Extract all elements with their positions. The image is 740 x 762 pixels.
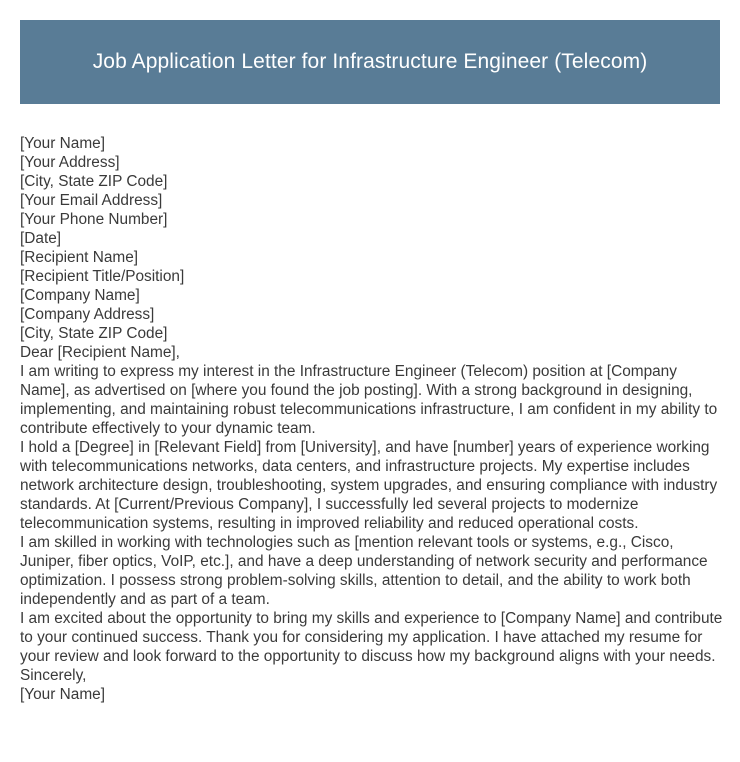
letter-title: Job Application Letter for Infrastructure Engineer (Telecom) [92,50,648,73]
recipient-address: [Company Address] [20,306,155,323]
body-paragraph-skills: I am skilled in working with technologies such as [mention relevant tools or systems, e.g., Cisco, Juniper, fiber optics, VoIP, etc.], and have a deep understanding of network security and performance optimization. I possess strong problem-solving skills, attention to detail, and the ability to work both independently and as part of a team. [20,534,708,608]
letter-date: [Date] [20,230,62,247]
sender-phone: [Your Phone Number] [20,211,168,228]
sender-address: [Your Address] [20,154,120,171]
recipient-company: [Company Name] [20,287,140,304]
recipient-city-state-zip: [City, State ZIP Code] [20,325,168,342]
salutation: Dear [Recipient Name], [20,344,180,361]
letter-body [20,134,725,704]
recipient-name: [Recipient Name] [20,249,139,266]
sender-name: [Your Name] [20,135,105,152]
body-paragraph-intro: I am writing to express my interest in the Infrastructure Engineer (Telecom) position at [Company Name], as advertised on [where you found the job posting]. With a strong background in designing, implementing, and maintaining robust telecommunications infrastructure, I am confident in my ability to contribute effectively to your dynamic team. [20,363,718,437]
letter-header-banner [20,20,720,104]
signature: [Your Name] [20,686,105,703]
recipient-title: [Recipient Title/Position] [20,268,185,285]
sender-email: [Your Email Address] [20,192,163,209]
body-paragraph-experience: I hold a [Degree] in [Relevant Field] from [University], and have [number] years of experience working with telecommunications networks, data centers, and infrastructure projects. My expertise includes network architecture design, troubleshooting, system upgrades, and ensuring compliance with industry standards. At [Current/Previous Company], I successfully led several projects to modernize telecommunication systems, resulting in improved reliability and reduced operational costs. [20,439,718,532]
body-paragraph-closing: I am excited about the opportunity to bring my skills and experience to [Company Name] and contribute to your continued success. Thank you for considering my application. I have attached my resume for your review and look forward to the opportunity to discuss how my background aligns with your needs. [20,610,723,665]
closing: Sincerely, [20,667,87,684]
sender-city-state-zip: [City, State ZIP Code] [20,173,168,190]
